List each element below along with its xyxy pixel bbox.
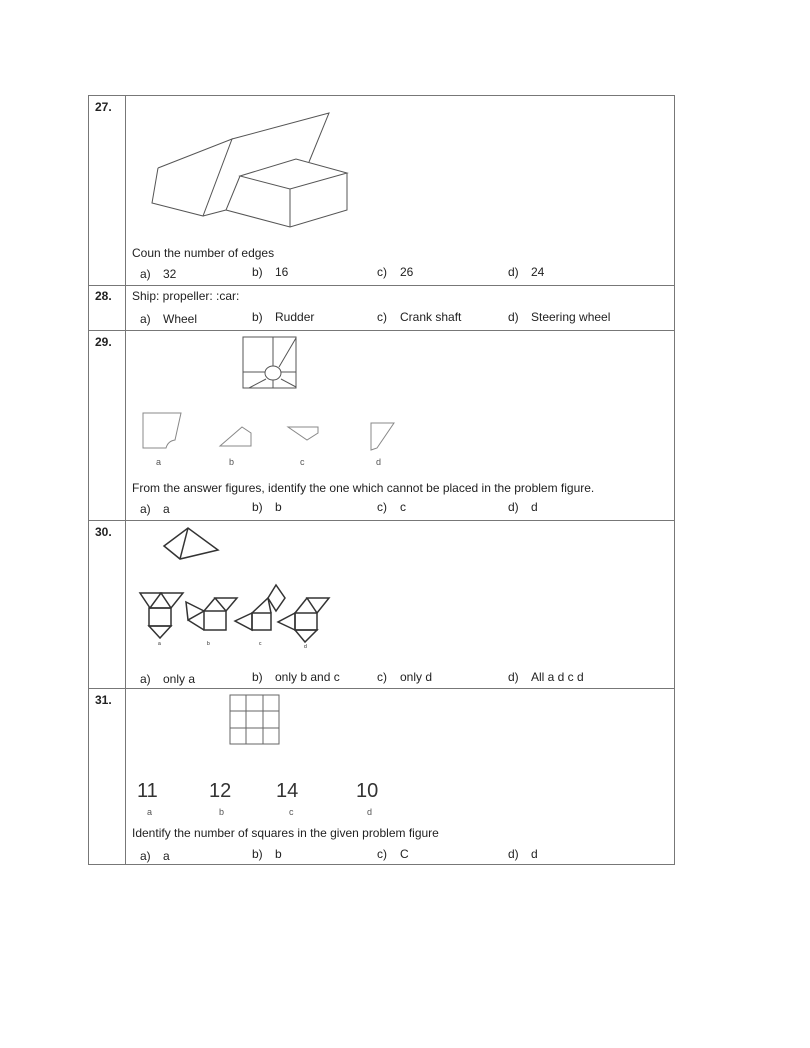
q30-answer-figures xyxy=(140,585,329,642)
option-value: 24 xyxy=(531,265,545,279)
question-number: 31. xyxy=(95,693,112,707)
figure-label: d xyxy=(367,807,373,817)
option-letter: d) xyxy=(508,265,519,279)
option-letter: b) xyxy=(252,670,263,684)
option-letter: d) xyxy=(508,847,519,861)
option-letter: a) xyxy=(140,502,151,516)
question-number: 27. xyxy=(95,100,112,114)
option-value: Crank shaft xyxy=(400,310,462,324)
question-number: 29. xyxy=(95,335,112,349)
option-value: C xyxy=(400,847,409,861)
option-value: only b and c xyxy=(275,670,340,684)
figure-label: c xyxy=(259,641,262,647)
figure-label: c xyxy=(289,807,294,817)
option-letter: a) xyxy=(140,267,151,281)
q30-problem-figure xyxy=(164,528,218,559)
option-value: 26 xyxy=(400,265,414,279)
option-value: Wheel xyxy=(163,312,198,326)
answer-figure-number: 12 xyxy=(209,780,232,802)
option-value: Rudder xyxy=(275,310,315,324)
figure-label: b xyxy=(207,641,210,647)
option-letter: c) xyxy=(377,500,387,514)
option-letter: b) xyxy=(252,500,263,514)
option-letter: c) xyxy=(377,265,387,279)
option-value: b xyxy=(275,500,282,514)
question-text: Ship: propeller: :car: xyxy=(132,289,240,303)
answer-figure-number: 11 xyxy=(137,780,158,802)
option-value: 16 xyxy=(275,265,289,279)
option-value: b xyxy=(275,847,282,861)
option-letter: b) xyxy=(252,847,263,861)
option-letter: d) xyxy=(508,500,519,514)
option-letter: c) xyxy=(377,310,387,324)
question-text: Identify the number of squares in the given problem figure xyxy=(132,826,439,840)
figure-label: a xyxy=(147,807,153,817)
option-value: All a d c d xyxy=(531,670,584,684)
option-value: 32 xyxy=(163,267,177,281)
option-letter: c) xyxy=(377,847,387,861)
q27-solid-figure xyxy=(152,113,347,227)
figure-label: d xyxy=(304,644,307,650)
figure-label: b xyxy=(229,457,235,467)
q29-problem-figure xyxy=(243,337,296,388)
option-value: c xyxy=(400,500,406,514)
question-text: From the answer figures, identify the one which cannot be placed in the problem figure. xyxy=(132,481,595,495)
q31-grid-figure xyxy=(230,695,279,744)
answer-figure-number: 10 xyxy=(356,780,379,802)
option-value: only d xyxy=(400,670,433,684)
option-letter: b) xyxy=(252,265,263,279)
option-letter: c) xyxy=(377,670,387,684)
option-value: only a xyxy=(163,672,196,686)
question-text: Coun the number of edges xyxy=(132,246,275,260)
answer-figure-number: 14 xyxy=(276,780,299,802)
option-letter: d) xyxy=(508,670,519,684)
option-letter: b) xyxy=(252,310,263,324)
option-letter: d) xyxy=(508,310,519,324)
figure-label: d xyxy=(376,457,382,467)
figure-label: c xyxy=(300,457,305,467)
figure-label: a xyxy=(156,457,162,467)
option-letter: a) xyxy=(140,312,151,326)
option-letter: a) xyxy=(140,672,151,686)
question-number: 28. xyxy=(95,289,112,303)
option-value: a xyxy=(163,849,170,863)
figure-label: b xyxy=(219,807,225,817)
option-letter: a) xyxy=(140,849,151,863)
option-value: d xyxy=(531,500,538,514)
option-value: d xyxy=(531,847,538,861)
figure-label: a xyxy=(158,641,161,647)
question-number: 30. xyxy=(95,525,112,539)
q29-answer-figures xyxy=(143,413,394,450)
option-value: Steering wheel xyxy=(531,310,611,324)
option-value: a xyxy=(163,502,170,516)
